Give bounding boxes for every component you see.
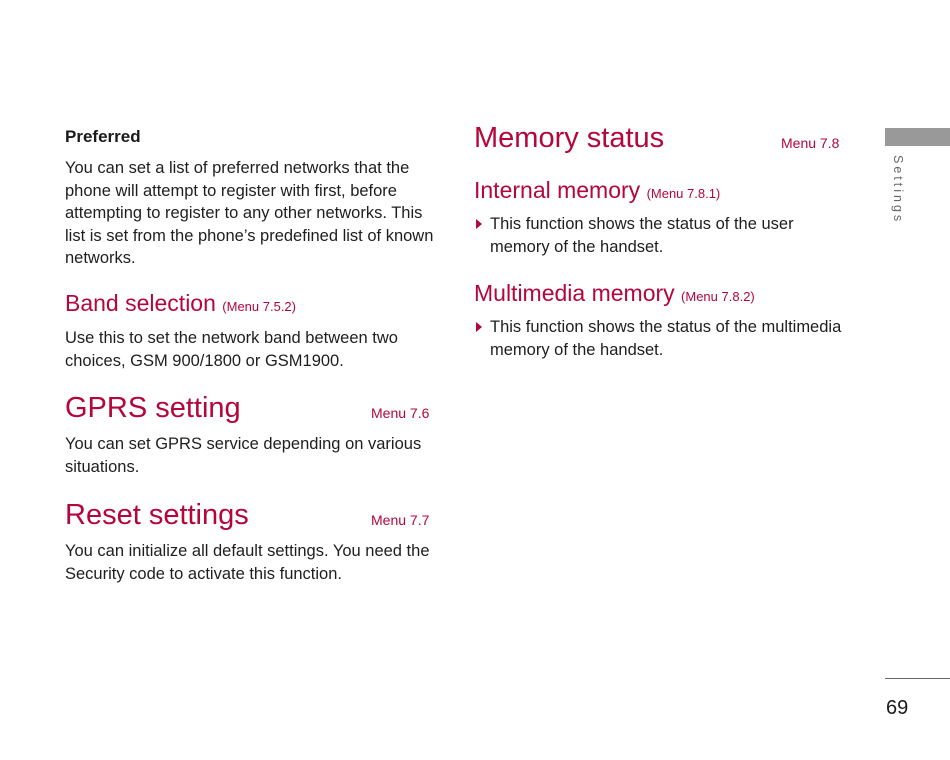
band-selection-heading (65, 290, 296, 317)
reset-settings-body: You can initialize all default settings. You need the Security code to activate this function. (65, 542, 430, 583)
memory-status-menu-ref: Menu 7.8 (781, 135, 840, 151)
reset-settings-menu-ref: Menu 7.7 (371, 512, 430, 528)
internal-memory-bullet (476, 213, 851, 258)
section-label: Settings (891, 155, 905, 225)
gprs-setting-body: You can set GPRS service depending on various situations. (65, 435, 422, 476)
section-tab (885, 128, 950, 146)
page-number: 69 (886, 697, 909, 719)
internal-memory-title: Internal memory (474, 177, 641, 203)
bullet-arrow-icon (476, 322, 482, 332)
band-selection-body: Use this to set the network band between two choices, GSM 900/1800 or GSM1900. (65, 329, 398, 370)
multimedia-memory-menu-ref: (Menu 7.8.2) (681, 289, 755, 304)
footer-divider (885, 678, 950, 679)
band-selection-title: Band selection (65, 290, 216, 316)
bullet-arrow-icon (476, 219, 482, 229)
multimedia-memory-bullet-text: This function shows the status of the multimedia memory of the handset. (490, 318, 842, 359)
internal-memory-menu-ref: (Menu 7.8.1) (646, 186, 721, 201)
band-selection-menu-ref: (Menu 7.5.2) (222, 299, 296, 314)
gprs-setting-menu-ref: Menu 7.6 (371, 405, 430, 421)
internal-memory-bullet-text: This function shows the status of the user memory of the handset. (490, 215, 794, 256)
multimedia-memory-bullet (476, 316, 851, 361)
gprs-setting-title: GPRS setting (65, 392, 241, 424)
multimedia-memory-title: Multimedia memory (474, 280, 675, 306)
reset-settings-title: Reset settings (65, 499, 249, 531)
preferred-heading: Preferred (65, 127, 141, 146)
preferred-body: You can set a list of preferred networks that the phone will attempt to register with first, before attempting to register to any other networks. This list is set from the phone’s predefined list of known networks. (65, 159, 434, 267)
internal-memory-heading (474, 177, 720, 204)
multimedia-memory-heading (474, 280, 755, 307)
memory-status-title: Memory status (474, 122, 665, 154)
